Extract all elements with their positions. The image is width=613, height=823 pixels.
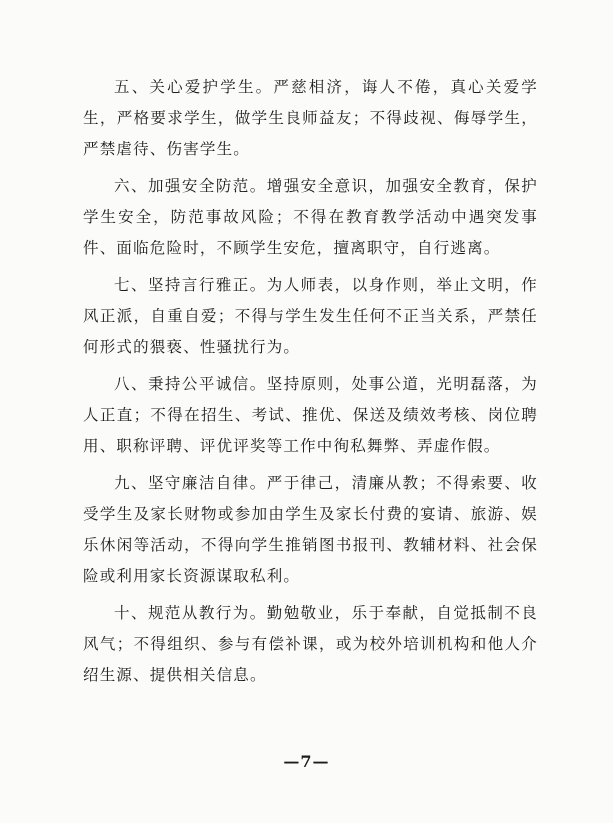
paragraph-8: 八、秉持公平诚信。坚持原则，处事公道，光明磊落，为人正直；不得在招生、考试、推优、保送及绩效考核、岗位聘用、职称评聘、评优评奖等工作中徇私舞弊、弄虚作假。 — [83, 375, 538, 455]
paragraph-10: 十、规范从教行为。勤勉敬业，乐于奉献，自觉抵制不良风气；不得组织、参与有偿补课，或为校外培训机构和他人介绍生源、提供相关信息。 — [83, 604, 538, 684]
paragraph-9: 九、坚守廉洁自律。严于律己，清廉从教；不得索要、收受学生及家长财物或参加由学生及家长付费的宴请、旅游、娱乐休闲等活动，不得向学生推销图书报刊、教辅材料、社会保险或利用家长资源谋取私利。 — [83, 474, 538, 585]
paragraph-5: 五、关心爱护学生。严慈相济，诲人不倦，真心关爱学生，严格要求学生，做学生良师益友；不得歧视、侮辱学生，严禁虐待、伤害学生。 — [83, 78, 538, 158]
paragraph-6: 六、加强安全防范。增强安全意识，加强安全教育，保护学生安全，防范事故风险；不得在教育教学活动中遇突发事件、面临危险时，不顾学生安危，擅离职守，自行逃离。 — [83, 177, 538, 257]
page-number: —7— — [283, 752, 330, 771]
document-body — [83, 72, 538, 697]
paragraph-7: 七、坚持言行雅正。为人师表，以身作则，举止文明，作风正派，自重自爱；不得与学生发生任何不正当关系，严禁任何形式的猥亵、性骚扰行为。 — [83, 276, 538, 356]
